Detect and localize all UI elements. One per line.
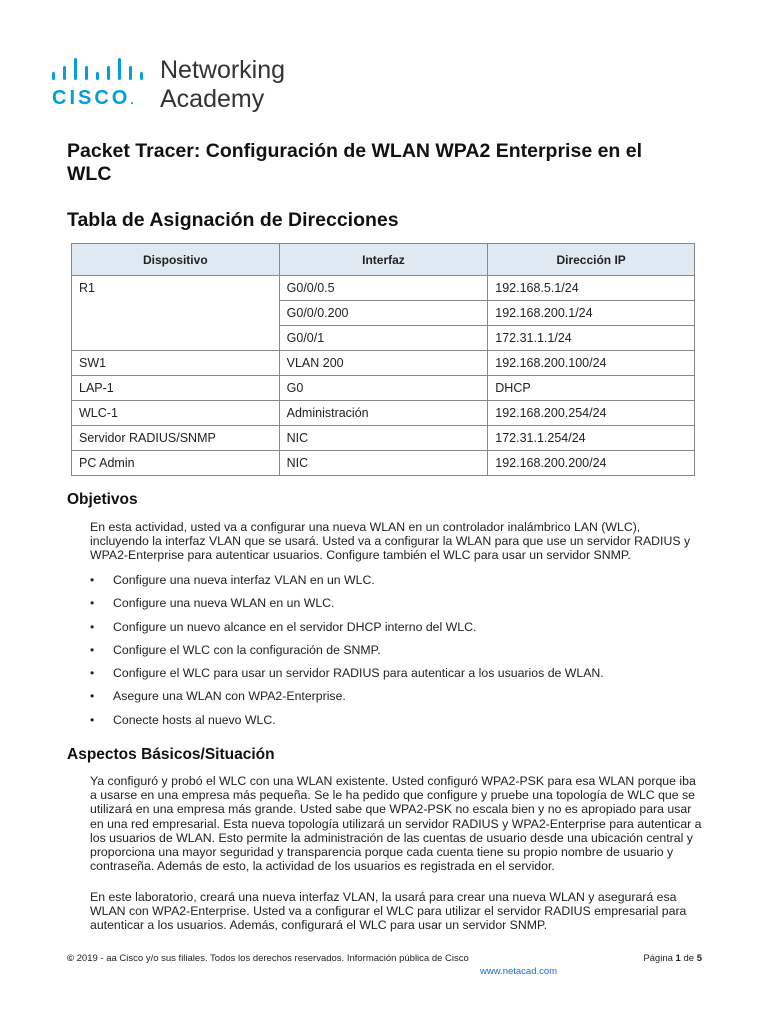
table-cell-ip: 172.31.1.254/24 — [488, 426, 695, 451]
table-cell-interface: G0/0/1 — [279, 326, 488, 351]
table-cell-device: Servidor RADIUS/SNMP — [72, 426, 280, 451]
table-cell-ip: 192.168.200.200/24 — [488, 451, 695, 476]
objectives-list — [90, 573, 604, 736]
bullet-icon: • — [90, 573, 95, 587]
list-item: • Conecte hosts al nuevo WLC. — [90, 712, 276, 727]
logo-academy-text: Academy — [160, 85, 265, 113]
bullet-icon: • — [90, 666, 95, 681]
list-item: • Configure un nuevo alcance en el servidor DHCP interno del WLC. — [90, 619, 477, 634]
table-cell-device: R1 — [72, 276, 280, 351]
table-cell-interface: G0/0/0.5 — [279, 276, 488, 301]
background-paragraph-2: En este laboratorio, creará una nueva interfaz VLAN, la usará para crear una nueva WLAN y asegurará esa WLAN con WPA2-Enterprise. Usted va a configurar el WLC para utilizar el servidor RADIUS empresarial para autenticar a los usuarios. Además, configurará el WLC para usar un servidor SNMP. — [90, 890, 687, 933]
table-cell-interface: G0/0/0.200 — [279, 301, 488, 326]
column-header-device: Dispositivo — [72, 244, 280, 276]
table-cell-interface: NIC — [279, 451, 488, 476]
bullet-icon: • — [90, 712, 95, 727]
table-row — [72, 451, 695, 476]
page-number: Página 1 de 5 — [643, 953, 702, 964]
background-heading: Aspectos Básicos/Situación — [67, 746, 275, 763]
table-cell-interface: NIC — [279, 426, 488, 451]
copyright-icon: © — [67, 953, 74, 964]
column-header-ip: Dirección IP — [488, 244, 695, 276]
table-cell-device: SW1 — [72, 351, 280, 376]
bullet-icon: • — [90, 619, 95, 634]
table-row — [72, 426, 695, 451]
list-item: • Asegure una WLAN con WPA2-Enterprise. — [90, 689, 346, 704]
table-cell-device: PC Admin — [72, 451, 280, 476]
cisco-networking-academy-logo — [52, 58, 312, 116]
document-title: Packet Tracer: Configuración de WLAN WPA2 Enterprise en el WLC — [67, 140, 643, 185]
cisco-bars-icon — [52, 58, 152, 80]
table-header-row — [72, 244, 695, 276]
logo-networking-text: Networking — [160, 56, 286, 84]
column-header-interface: Interfaz — [279, 244, 488, 276]
list-item: • Configure una nueva WLAN en un WLC. — [90, 596, 335, 611]
table-cell-ip: 192.168.200.1/24 — [488, 301, 695, 326]
table-cell-ip: 172.31.1.1/24 — [488, 326, 695, 351]
bullet-icon: • — [90, 596, 95, 611]
cisco-wordmark: CISCO. — [52, 87, 134, 109]
background-paragraph-1: Ya configuró y probó el WLC con una WLAN existente. Usted configuró WPA2-PSK para esa WLAN porque iba a usarse en una empresa más pequeña. Se le ha pedido que configure y pruebe una topología de WLC que se utilizará en una empresa más grande. Usted sabe que WPA2-PSK no escala bien y no es apropiado para usar en una red empresarial. Esta nueva topología utilizará un servidor RADIUS y WPA2-Enterprise para autenticar a los usuarios de WLAN. Esto permite la administración de las cuentas de usuario desde una ubicación central y proporciona una mayor seguridad y transparencia porque cada cuenta tiene su propio nombre de usuario y contraseña. Además de esto, la actividad de los usuarios es registrada en el servidor. — [90, 774, 702, 874]
table-row — [72, 376, 695, 401]
list-item: • Configure una nueva interfaz VLAN en un WLC. — [90, 573, 375, 587]
copyright-notice: © 2019 - aa Cisco y/o sus filiales. Todos los derechos reservados. Información pública de Cisco — [67, 953, 469, 964]
table-cell-interface: Administración — [279, 401, 488, 426]
bullet-icon: • — [90, 642, 95, 657]
table-cell-ip: DHCP — [488, 376, 695, 401]
netacad-link[interactable]: www.netacad.com — [480, 966, 558, 977]
table-cell-interface: G0 — [279, 376, 488, 401]
table-cell-device: WLC-1 — [72, 401, 280, 426]
table-cell-ip: 192.168.5.1/24 — [488, 276, 695, 301]
address-table — [71, 243, 695, 476]
list-item: • Configure el WLC con la configuración de SNMP. — [90, 642, 381, 657]
table-row — [72, 401, 695, 426]
table-cell-interface: VLAN 200 — [279, 351, 488, 376]
table-cell-ip: 192.168.200.100/24 — [488, 351, 695, 376]
table-row — [72, 351, 695, 376]
address-table-heading: Tabla de Asignación de Direcciones — [67, 209, 399, 231]
objectives-heading: Objetivos — [67, 491, 138, 508]
table-cell-device: LAP-1 — [72, 376, 280, 401]
table-cell-ip: 192.168.200.254/24 — [488, 401, 695, 426]
bullet-icon: • — [90, 689, 95, 704]
objectives-intro: En esta actividad, usted va a configurar una nueva WLAN en un controlador inalámbrico LAN (WLC), incluyendo la interfaz VLAN que se usará. Usted va a configurar la WLAN para que use un servidor RADIUS y WPA2-Enterprise para autenticar usuarios. Configure también el WLC para usar un servidor SNMP. — [90, 520, 691, 563]
table-row — [72, 276, 695, 301]
list-item: • Configure el WLC para usar un servidor RADIUS para autenticar a los usuarios de WLAN. — [90, 666, 604, 681]
